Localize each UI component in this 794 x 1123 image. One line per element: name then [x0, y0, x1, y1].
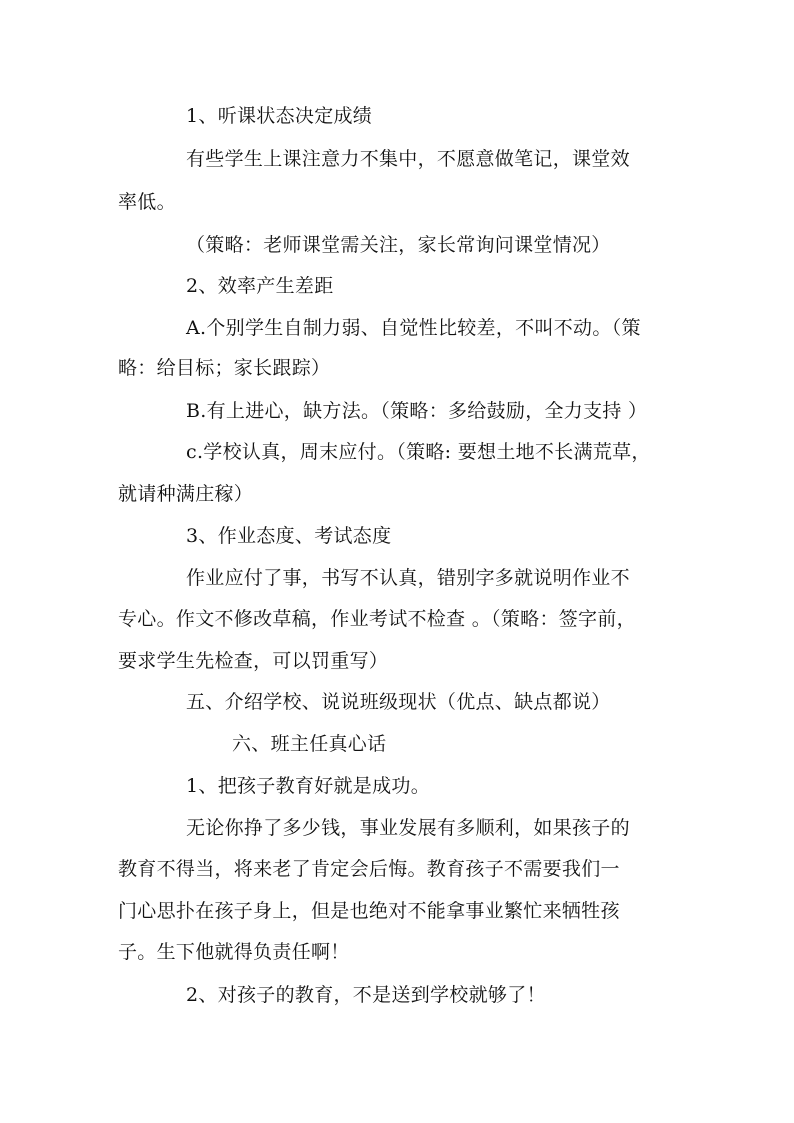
heading-efficiency-gap: 2、效率产生差距	[186, 275, 334, 297]
heading-school-not-enough: 2、对孩子的教育，不是送到学校就够了！	[186, 984, 546, 1006]
paragraph-line: 教育不得当，将来老了肯定会后悔。教育孩子不需要我们一	[118, 858, 620, 880]
heading-listening-state: 1、听课状态决定成绩	[186, 105, 373, 127]
section-five-heading: 五、介绍学校、说说班级现状（优点、缺点都说）	[186, 691, 611, 713]
paragraph-line: 子。生下他就得负责任啊！	[118, 941, 350, 963]
paragraph-line: B.有上进心，缺方法。（策略：多给鼓励，全力支持 ）	[186, 400, 648, 422]
paragraph-line: 专心。作文不修改草稿，作业考试不检查 。（策略：签字前，	[118, 608, 636, 630]
paragraph-line: 门心思扑在孩子身上，但是也绝对不能拿事业繁忙来牺牲孩	[118, 900, 620, 922]
paragraph-line: 率低。	[118, 191, 176, 213]
heading-education-success: 1、把孩子教育好就是成功。	[186, 775, 430, 797]
paragraph-line: 作业应付了事，书写不认真，错别字多就说明作业不	[186, 567, 630, 589]
strategy-line: （策略：老师课堂需关注，家长常询问课堂情况）	[186, 234, 611, 256]
heading-homework-attitude: 3、作业态度、考试态度	[186, 525, 392, 547]
paragraph-line: A.个别学生自制力弱、自觉性比较差，不叫不动。（策	[186, 317, 641, 339]
paragraph-line: 要求学生先检查，可以罚重写）	[118, 650, 389, 672]
paragraph-line: c.学校认真，周末应付。（策略: 要想土地不长满荒草，	[186, 441, 651, 463]
paragraph-line: 就请种满庄稼）	[118, 483, 254, 505]
paragraph-line: 略：给目标；家长跟踪）	[118, 357, 331, 379]
section-six-heading: 六、班主任真心话	[232, 733, 387, 755]
paragraph-line: 有些学生上课注意力不集中，不愿意做笔记，课堂效	[186, 148, 630, 170]
paragraph-line: 无论你挣了多少钱，事业发展有多顺利，如果孩子的	[186, 817, 630, 839]
